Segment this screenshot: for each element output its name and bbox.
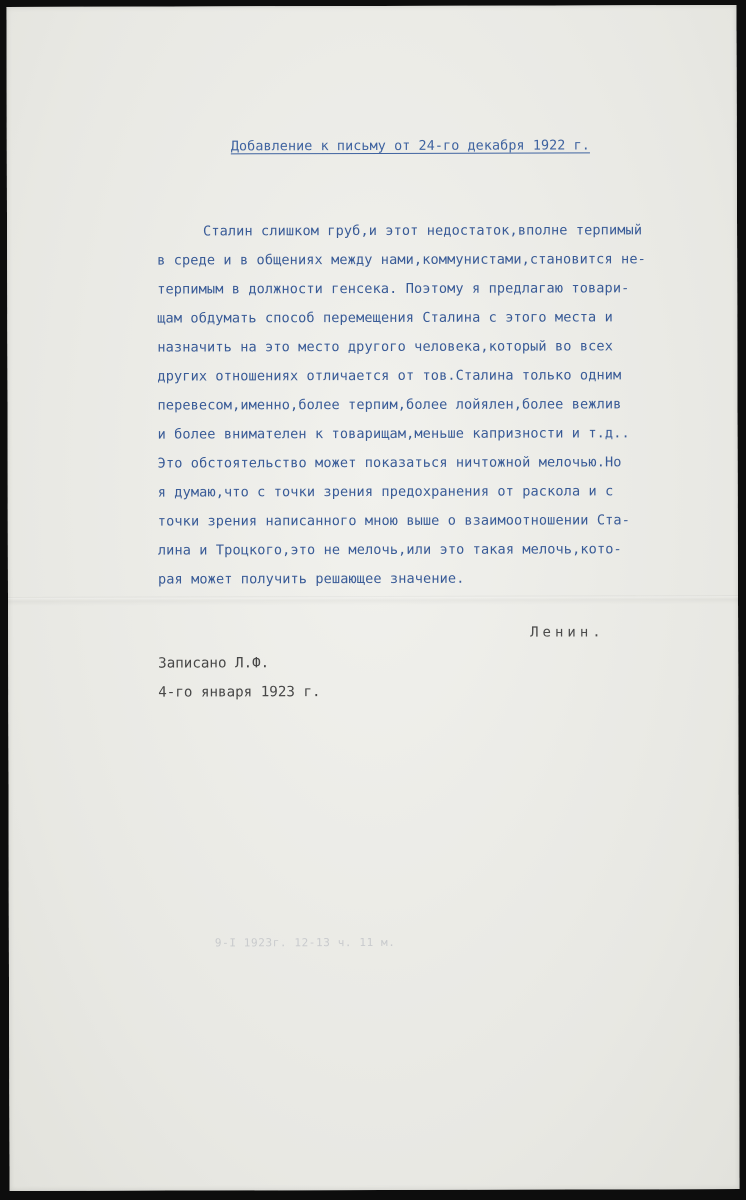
body-line-5: назначить на это место другого человека,который во всех <box>157 338 614 356</box>
body-line-4: щам обдумать способ перемещения Сталина с этого места и <box>157 309 613 327</box>
body-line-3: терпимым в должности генсека. Поэтому я предлагаю товари- <box>157 280 630 298</box>
body-line-8: и более внимателен к товарищам,меньше капризности и т.д.. <box>157 425 630 443</box>
body-line-9: Это обстоятельство может показаться ничтожной мелочью.Но <box>157 454 622 472</box>
body-line-13: рая может получить решающее значение. <box>157 570 465 588</box>
recorded-by-note: Записано Л.Ф. <box>158 655 270 672</box>
body-line-11: точки зрения написанного мною выше о взаимоотношении Ста- <box>157 512 631 530</box>
body-line-12: лина и Троцкого,это не мелочь,или это такая мелочь,кото- <box>157 541 622 559</box>
body-line-7: перевесом,именно,более терпим,более лойялен,более вежлив <box>157 396 622 414</box>
document-title: Добавление к письму от 24-го декабря 1922 г. <box>230 138 590 155</box>
signature: Ленин. <box>530 624 605 641</box>
document-page <box>6 5 739 1191</box>
paper-fold-line <box>8 595 738 599</box>
body-line-1: Сталин слишком груб,и этот недостаток,вполне терпимый <box>203 222 643 240</box>
body-line-2: в среде и в общениях между нами,коммунистами,становится не- <box>157 251 646 269</box>
recorded-date: 4-го января 1923 г. <box>158 684 321 701</box>
body-line-10: я думаю,что с точки зрения предохранения от раскола и с <box>157 483 614 501</box>
faint-stamp-text: 9-I 1923г. 12-13 ч. 11 м. <box>214 935 396 950</box>
body-line-6: других отношениях отличается от тов.Сталина только одним <box>157 367 622 385</box>
